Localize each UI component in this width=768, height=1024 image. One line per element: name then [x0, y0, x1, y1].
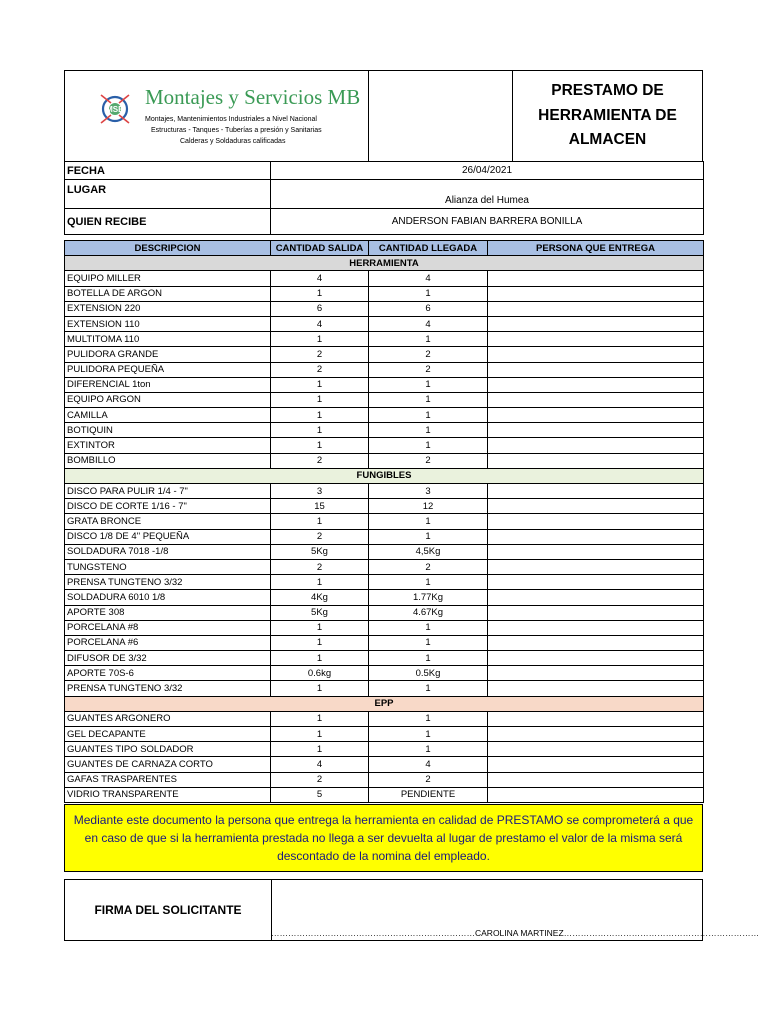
quantity-out: 1	[271, 620, 369, 635]
section-title: FUNGIBLES	[65, 468, 704, 483]
col-header-cantidad-llegada: CANTIDAD LLEGADA	[369, 241, 488, 256]
item-description: APORTE 308	[65, 605, 271, 620]
item-description: PRENSA TUNGTENO 3/32	[65, 681, 271, 696]
signature-block	[64, 879, 760, 941]
quantity-in: 2	[369, 559, 488, 574]
item-description: GAFAS TRASPARENTES	[65, 772, 271, 787]
table-row	[65, 666, 704, 681]
table-row	[65, 544, 704, 559]
quantity-out: 1	[271, 423, 369, 438]
item-description: GEL DECAPANTE	[65, 727, 271, 742]
quantity-out: 1	[271, 727, 369, 742]
quantity-in: 2	[369, 362, 488, 377]
quantity-out: 2	[271, 362, 369, 377]
delivered-by	[488, 575, 704, 590]
delivered-by	[488, 757, 704, 772]
quantity-out: 5Kg	[271, 544, 369, 559]
quantity-out: 4	[271, 271, 369, 286]
delivered-by	[488, 529, 704, 544]
quantity-in: 6	[369, 301, 488, 316]
item-description: EQUIPO ARGON	[65, 392, 271, 407]
quantity-in: 1	[369, 742, 488, 757]
table-row	[65, 727, 704, 742]
quantity-in: 1	[369, 377, 488, 392]
table-row	[65, 514, 704, 529]
quantity-out: 4	[271, 316, 369, 331]
fecha-row	[65, 162, 704, 180]
quantity-in: 1	[369, 635, 488, 650]
col-header-cantidad-salida: CANTIDAD SALIDA	[271, 241, 369, 256]
section-title: EPP	[65, 696, 704, 711]
delivered-by	[488, 484, 704, 499]
company-logo-area	[65, 71, 369, 161]
company-logo-icon	[97, 89, 133, 129]
quantity-in: 1	[369, 423, 488, 438]
delivered-by	[488, 590, 704, 605]
table-row	[65, 271, 704, 286]
item-description: PULIDORA PEQUEÑA	[65, 362, 271, 377]
delivered-by	[488, 727, 704, 742]
table-row	[65, 408, 704, 423]
quantity-out: 15	[271, 499, 369, 514]
table-row	[65, 787, 704, 802]
quantity-in: 1	[369, 392, 488, 407]
quantity-in: 1	[369, 575, 488, 590]
table-row	[65, 438, 704, 453]
quantity-out: 6	[271, 301, 369, 316]
document-header	[64, 70, 703, 162]
delivered-by	[488, 453, 704, 468]
quantity-in: 1	[369, 529, 488, 544]
table-row	[65, 347, 704, 362]
delivered-by	[488, 362, 704, 377]
table-row	[65, 757, 704, 772]
recibe-row	[65, 209, 704, 235]
quantity-out: 3	[271, 484, 369, 499]
quantity-out: 2	[271, 772, 369, 787]
item-description: SOLDADURA 7018 -1/8	[65, 544, 271, 559]
delivered-by	[488, 787, 704, 802]
loan-notice: Mediante este documento la persona que entrega la herramienta en calidad de PRESTAMO se comprometerá a que en caso de que si la herramienta prestada no llega a ser devuelta al lugar de prestamo el valor de la misma será descontado de la nomina del empleado.	[64, 804, 703, 872]
quantity-in: PENDIENTE	[369, 787, 488, 802]
item-description: MULTITOMA 110	[65, 332, 271, 347]
quantity-out: 1	[271, 514, 369, 529]
quantity-in: 1	[369, 286, 488, 301]
table-row	[65, 559, 704, 574]
item-description: SOLDADURA 6010 1/8	[65, 590, 271, 605]
table-row	[65, 620, 704, 635]
quantity-out: 1	[271, 377, 369, 392]
table-row	[65, 423, 704, 438]
table-row	[65, 711, 704, 726]
title-line-3: ALMACEN	[568, 131, 647, 148]
section-header-epp	[65, 696, 704, 711]
quantity-in: 2	[369, 347, 488, 362]
column-header-row	[65, 241, 704, 256]
item-description: APORTE 70S-6	[65, 666, 271, 681]
item-description: DISCO PARA PULIR 1/4 - 7"	[65, 484, 271, 499]
recibe-value: ANDERSON FABIAN BARRERA BONILLA	[271, 209, 704, 235]
item-description: EXTINTOR	[65, 438, 271, 453]
items-table	[64, 240, 704, 803]
delivered-by	[488, 742, 704, 757]
quantity-out: 1	[271, 332, 369, 347]
item-description: GRATA BRONCE	[65, 514, 271, 529]
quantity-in: 1.77Kg	[369, 590, 488, 605]
title-line-2: HERRAMIENTA DE	[538, 106, 677, 124]
signature-label: FIRMA DEL SOLICITANTE	[65, 880, 272, 940]
delivered-by	[488, 651, 704, 666]
item-description: PORCELANA #6	[65, 635, 271, 650]
quantity-in: 1	[369, 727, 488, 742]
lugar-value: Alianza del Humea	[271, 180, 704, 209]
delivered-by	[488, 286, 704, 301]
quantity-in: 1	[369, 332, 488, 347]
delivered-by	[488, 559, 704, 574]
table-row	[65, 316, 704, 331]
section-header-fungibles	[65, 468, 704, 483]
table-row	[65, 681, 704, 696]
delivered-by	[488, 499, 704, 514]
quantity-in: 1	[369, 651, 488, 666]
quantity-in: 2	[369, 453, 488, 468]
quantity-in: 0.5Kg	[369, 666, 488, 681]
quantity-in: 4	[369, 316, 488, 331]
table-row	[65, 651, 704, 666]
quantity-in: 1	[369, 438, 488, 453]
quantity-out: 1	[271, 575, 369, 590]
delivered-by	[488, 347, 704, 362]
quantity-in: 1	[369, 620, 488, 635]
lugar-label: LUGAR	[65, 180, 271, 209]
item-description: GUANTES TIPO SOLDADOR	[65, 742, 271, 757]
table-row	[65, 301, 704, 316]
table-row	[65, 575, 704, 590]
col-header-descripcion: DESCRIPCION	[65, 241, 271, 256]
delivered-by	[488, 711, 704, 726]
item-description: CAMILLA	[65, 408, 271, 423]
delivered-by	[488, 316, 704, 331]
items-table-body	[65, 241, 704, 803]
quantity-out: 1	[271, 286, 369, 301]
info-table	[64, 161, 704, 235]
recibe-label: QUIEN RECIBE	[65, 209, 271, 235]
quantity-in: 1	[369, 408, 488, 423]
quantity-out: 1	[271, 681, 369, 696]
table-row	[65, 499, 704, 514]
delivered-by	[488, 635, 704, 650]
table-row	[65, 742, 704, 757]
item-description: PORCELANA #8	[65, 620, 271, 635]
table-row	[65, 392, 704, 407]
item-description: EXTENSION 220	[65, 301, 271, 316]
item-description: EXTENSION 110	[65, 316, 271, 331]
delivered-by	[488, 681, 704, 696]
quantity-in: 4,5Kg	[369, 544, 488, 559]
item-description: DIFUSOR DE 3/32	[65, 651, 271, 666]
quantity-out: 5Kg	[271, 605, 369, 620]
title-line-1: PRESTAMO DE	[551, 82, 664, 99]
delivered-by	[488, 332, 704, 347]
quantity-out: 1	[271, 711, 369, 726]
quantity-out: 5	[271, 787, 369, 802]
item-description: TUNGSTENO	[65, 559, 271, 574]
item-description: PULIDORA GRANDE	[65, 347, 271, 362]
quantity-in: 1	[369, 514, 488, 529]
quantity-out: 0.6kg	[271, 666, 369, 681]
lugar-row	[65, 180, 704, 209]
table-row	[65, 332, 704, 347]
delivered-by	[488, 772, 704, 787]
delivered-by	[488, 377, 704, 392]
quantity-in: 2	[369, 772, 488, 787]
item-description: DIFERENCIAL 1ton	[65, 377, 271, 392]
table-row	[65, 362, 704, 377]
quantity-out: 2	[271, 453, 369, 468]
delivered-by	[488, 408, 704, 423]
delivered-by	[488, 544, 704, 559]
quantity-in: 1	[369, 681, 488, 696]
quantity-out: 4Kg	[271, 590, 369, 605]
header-blank-cell	[369, 71, 513, 161]
company-tagline-1: Montajes, Mantenimientos Industriales a Nivel Nacional	[145, 116, 317, 123]
company-name: Montajes y Servicios MB	[145, 85, 361, 109]
col-header-persona-entrega: PERSONA QUE ENTREGA	[488, 241, 704, 256]
delivered-by	[488, 605, 704, 620]
company-tagline-3: Calderas y Soldaduras calificadas	[180, 138, 286, 145]
fecha-value: 26/04/2021	[271, 162, 704, 180]
table-row	[65, 772, 704, 787]
quantity-out: 1	[271, 651, 369, 666]
delivered-by	[488, 620, 704, 635]
delivered-by	[488, 438, 704, 453]
quantity-out: 1	[271, 742, 369, 757]
item-description: VIDRIO TRANSPARENTE	[65, 787, 271, 802]
item-description: DISCO DE CORTE 1/16 - 7"	[65, 499, 271, 514]
item-description: PRENSA TUNGTENO 3/32	[65, 575, 271, 590]
fecha-label: FECHA	[65, 162, 271, 180]
delivered-by	[488, 423, 704, 438]
table-row	[65, 635, 704, 650]
section-header-herramienta	[65, 256, 704, 271]
item-description: GUANTES ARGONERO	[65, 711, 271, 726]
table-row	[65, 605, 704, 620]
quantity-out: 1	[271, 392, 369, 407]
delivered-by	[488, 271, 704, 286]
item-description: BOMBILLO	[65, 453, 271, 468]
signature-line: ………………………………………………………………CAROLINA MARTINEZ……………………………………………………………	[271, 928, 760, 938]
table-row	[65, 453, 704, 468]
quantity-out: 4	[271, 757, 369, 772]
quantity-in: 12	[369, 499, 488, 514]
quantity-in: 4.67Kg	[369, 605, 488, 620]
item-description: BOTELLA DE ARGON	[65, 286, 271, 301]
delivered-by	[488, 514, 704, 529]
item-description: BOTIQUIN	[65, 423, 271, 438]
table-row	[65, 286, 704, 301]
item-description: GUANTES DE CARNAZA CORTO	[65, 757, 271, 772]
delivered-by	[488, 392, 704, 407]
svg-text:MSB: MSB	[106, 105, 124, 114]
table-row	[65, 484, 704, 499]
table-row	[65, 590, 704, 605]
company-tagline-2: Estructuras - Tanques - Tuberías a presión y Sanitarias	[151, 127, 322, 134]
document-title	[513, 79, 702, 153]
item-description: EQUIPO MILLER	[65, 271, 271, 286]
table-row	[65, 529, 704, 544]
item-description: DISCO 1/8 DE 4" PEQUEÑA	[65, 529, 271, 544]
section-title: HERRAMIENTA	[65, 256, 704, 271]
delivered-by	[488, 666, 704, 681]
quantity-out: 1	[271, 635, 369, 650]
quantity-in: 1	[369, 711, 488, 726]
quantity-out: 2	[271, 529, 369, 544]
quantity-in: 4	[369, 271, 488, 286]
quantity-out: 2	[271, 559, 369, 574]
quantity-in: 3	[369, 484, 488, 499]
quantity-in: 4	[369, 757, 488, 772]
table-row	[65, 377, 704, 392]
quantity-out: 2	[271, 347, 369, 362]
quantity-out: 1	[271, 438, 369, 453]
quantity-out: 1	[271, 408, 369, 423]
delivered-by	[488, 301, 704, 316]
